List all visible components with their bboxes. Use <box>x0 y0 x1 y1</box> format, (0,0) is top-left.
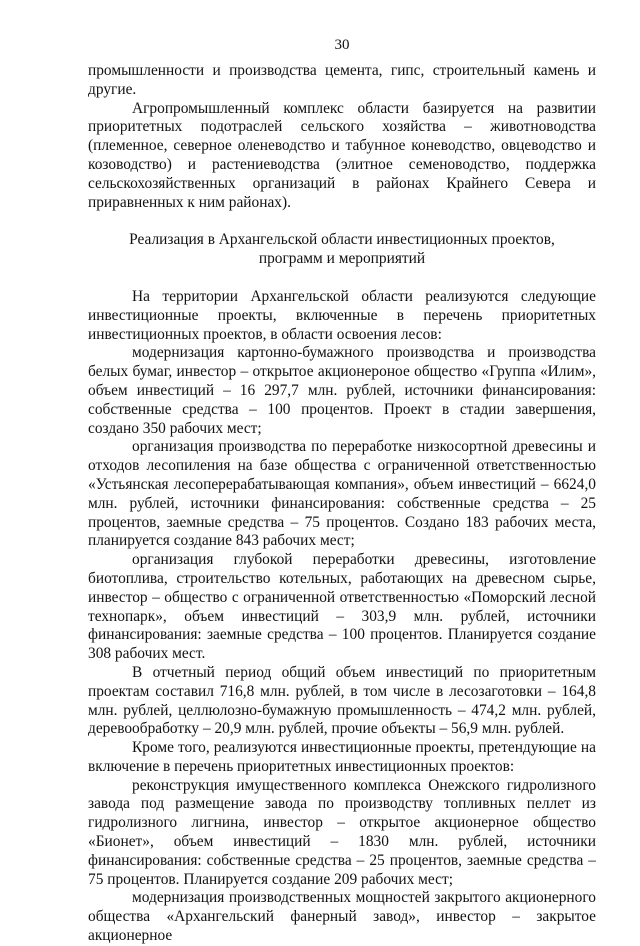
paragraph: модернизация картонно-бумажного производства и производства белых бумаг, инвестор – открытое акционероное общество «Группа «Илим», объем инвестиций – 16 297,7 млн. рублей, источники финансирования: собственные средства – 100 процентов. Проект в стадии завершения, создано 350 рабочих мест; <box>88 344 596 437</box>
section-heading <box>88 231 596 269</box>
page-number: 30 <box>334 37 350 53</box>
section-heading-line: Реализация в Архангельской области инвестиционных проектов, <box>129 231 555 249</box>
paragraph: На территории Архангельской области реализуются следующие инвестиционные проекты, включенные в перечень приоритетных инвестиционных проектов, в области освоения лесов: <box>88 287 596 343</box>
paragraph: организация глубокой переработки древесины, изготовление биотоплива, строительство котельных, работающих на древесном сырье, инвестор – общество с ограниченной ответственностью «Поморский лесной технопарк», объем инвестиций – 303,9 млн. рублей, источники финансирования: заемные средства – 100 процентов. Планируется создание 308 рабочих мест. <box>88 551 596 663</box>
paragraph: реконструкция имущественного комплекса Онежского гидролизного завода под размещение завода по производству топливных пеллет из гидролизного лигнина, инвестор – открытое акционерное общество «Бионет», объем инвестиций – 1830 млн. рублей, источники финансирования: собственные средства – 25 процентов, заемные средства – 75 процентов. Планируется создание 209 рабочих мест; <box>88 776 596 888</box>
paragraph: организация производства по переработке низкосортной древесины и отходов лесопиления на базе общества с ограниченной ответственностью «Устьянская лесоперерабатывающая компания», объем инвестиций – 6624,0 млн. рублей, источники финансирования: собственные средства – 25 процентов, заемные средства – 75 процентов. Создано 183 рабочих места, планируется создание 843 рабочих мест; <box>88 438 596 550</box>
paragraph: Кроме того, реализуются инвестиционные проекты, претендующие на включение в перечень приоритетных инвестиционных проектов: <box>88 739 596 775</box>
section-heading-line: программ и мероприятий <box>258 250 426 268</box>
paragraph: В отчетный период общий объем инвестиций по приоритетным проектам составил 716,8 млн. рублей, в том числе в лесозаготовки – 164,8 млн. рублей, целлюлозно-бумажную промышленность – 474,2 млн. рублей, деревообработку – 20,9 млн. рублей, прочие объекты – 56,9 млн. рублей. <box>88 663 596 738</box>
paragraph: модернизация производственных мощностей закрытого акционерного общества «Архангельский фанерный завод», инвестор – закрытое акционерное <box>88 889 596 945</box>
paragraph: промышленности и производства цемента, гипс, строительный камень и другие. <box>88 62 596 98</box>
paragraph: Агропромышленный комплекс области базируется на развитии приоритетных подотраслей сельского хозяйства – животноводства (племенное, северное оленеводство и табунное коневодство, овцеводство и козоводство) и растениеводства (элитное семеноводство, поддержка сельскохозяйственных организаций в районах Крайнего Севера и приравненных к ним районах). <box>88 99 596 211</box>
